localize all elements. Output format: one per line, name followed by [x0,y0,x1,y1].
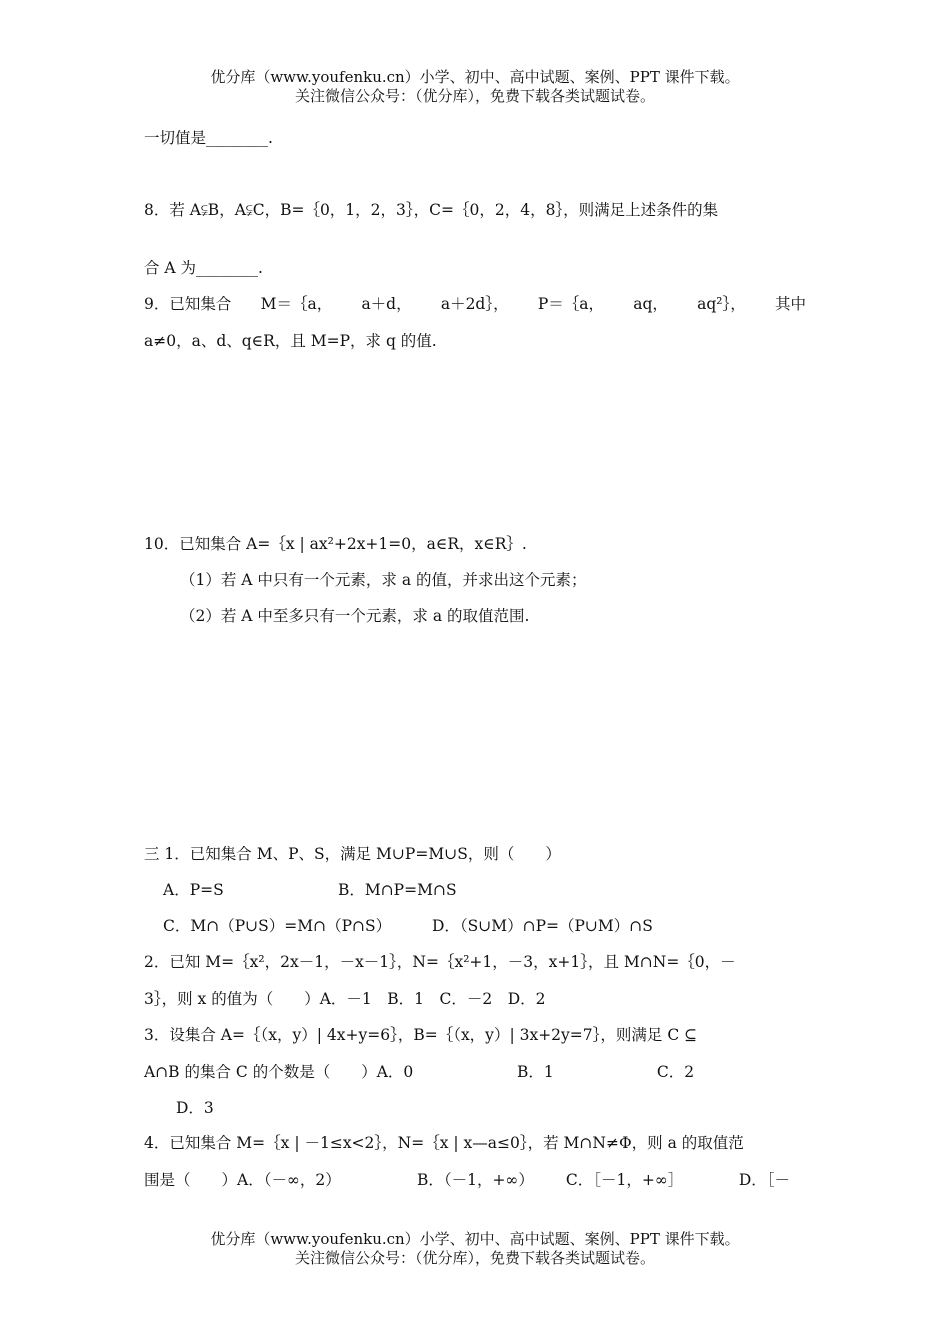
q10-stem: 10．已知集合 A=｛x | ax²+2x+1=0，a∈R，x∈R｝. [144,535,527,553]
q9-line-2: a≠0，a、d、q∈R，且 M=P，求 q 的值. [144,332,437,350]
option-d: D．（S∪M）∩P=（P∪M）∩S [431,917,653,935]
s3-q1-options-cd [163,915,653,937]
s3-q1-options-ab [163,879,457,901]
q9-seg: 其中 [774,295,806,313]
s3-q2-line-2: 3｝，则 x 的值为（ ）A．－1 B．1 C．－2 D．2 [144,990,546,1008]
option-a: A．P=S [163,881,224,899]
s3-q2-line-1: 2．已知 M=｛x²，2x－1，－x－1｝，N=｛x²+1，－3，x+1｝，且 M∩N=｛0，－ [144,953,736,971]
q9-seg: P＝｛a， [537,295,604,313]
option-b: B．M∩P=M∩S [337,881,457,899]
q9-seg: aq²｝， [697,295,746,313]
q9-seg: 9．已知集合 [144,295,232,313]
option-b: B．1 [516,1063,554,1081]
option-c: C．［－1，+∞］ [565,1171,684,1189]
footer-line-1: 优分库（www.youfenku.cn）小学、初中、高中试题、案例、PPT 课件下载。 [210,1230,740,1248]
s3-q3-stem-a: A∩B 的集合 C 的个数是（ ）A．0 [144,1063,414,1081]
q10-part-2: （2）若 A 中至多只有一个元素，求 a 的取值范围. [180,607,530,625]
s3-q4-line-2 [144,1169,790,1191]
s3-q4-stem-a: 围是（ ）A．（－∞，2） [144,1171,341,1189]
q9-line-1 [144,293,806,315]
q8-line-2: 合 A 为________. [144,259,263,277]
s3-q4-line-1: 4．已知集合 M=｛x | －1≤x<2｝，N=｛x | x—a≤0｝，若 M∩N≠Φ，则 a 的取值范 [144,1134,744,1152]
q9-seg: a＋2d｝， [440,295,509,313]
q9-seg: M＝｛a， [260,295,333,313]
option-d: D．［－ [738,1171,790,1189]
option-c: C．2 [656,1063,695,1081]
s3-q1-stem: 三 1．已知集合 M、P、S，满足 M∪P=M∪S，则（ ） [144,845,561,863]
footer-line-2: 关注微信公众号：（优分库），免费下载各类试题试卷。 [294,1249,655,1267]
q10-part-1: （1）若 A 中只有一个元素，求 a 的值，并求出这个元素； [180,571,587,589]
s3-q3-line-1: 3．设集合 A=｛（x，y）| 4x+y=6｝，B=｛（x，y）| 3x+2y=7｝，则满足 C ⊆ [144,1026,698,1044]
page-header [0,68,950,106]
s3-q3-option-d: D．3 [176,1099,214,1117]
header-line-1: 优分库（www.youfenku.cn）小学、初中、高中试题、案例、PPT 课件下载。 [210,68,740,86]
q9-seg: aq， [633,295,668,313]
page-footer [0,1230,950,1268]
line-fill-blank: 一切值是________. [144,129,273,147]
q9-seg: a＋d， [361,295,412,313]
s3-q3-line-2 [144,1061,694,1083]
q8-line-1: 8．若 A⫋B，A⫋C，B=｛0，1，2，3｝，C=｛0，2，4，8｝，则满足上述条件的集 [144,201,719,219]
option-b: B．（－1，+∞） [416,1171,534,1189]
header-line-2: 关注微信公众号：（优分库），免费下载各类试题试卷。 [294,87,655,105]
option-c: C．M∩（P∪S）=M∩（P∩S） [163,917,392,935]
